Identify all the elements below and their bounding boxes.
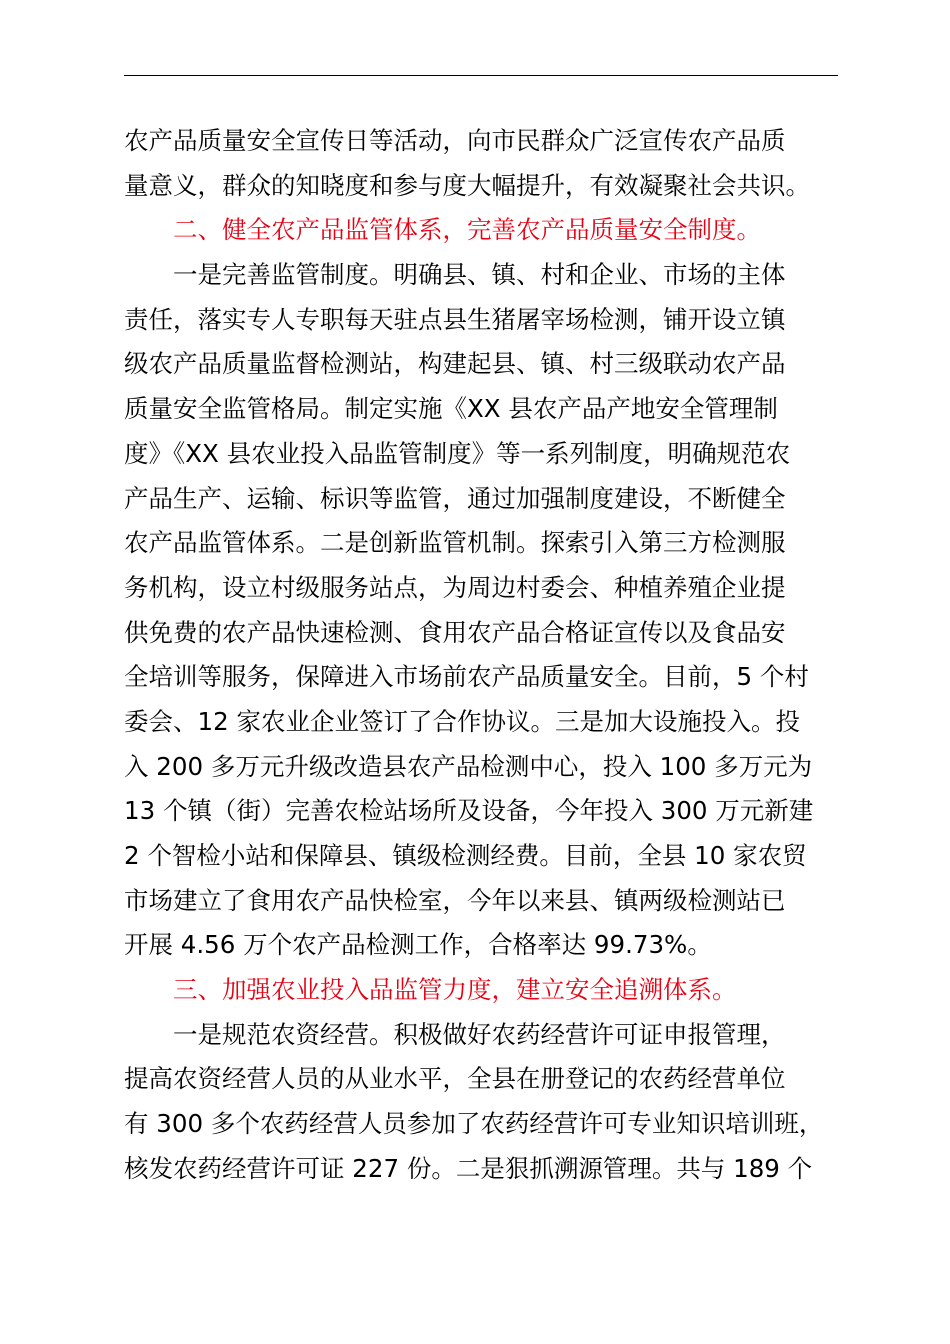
- text-line: 级农产品质量监督检测站，构建起县、镇、村三级联动农产品: [124, 349, 786, 379]
- text-line: 有 300 多个农药经营人员参加了农药经营许可专业知识培训班，: [124, 1109, 824, 1139]
- text-line: 核发农药经营许可证 227 份。二是狠抓溯源管理。共与 189 个: [124, 1153, 813, 1183]
- text-line: 责任，落实专人专职每天驻点县生猪屠宰场检测，铺开设立镇: [124, 304, 786, 334]
- text-line: 务机构，设立村级服务站点，为周边村委会、种植养殖企业提: [124, 572, 786, 602]
- text-line: 量意义，群众的知晓度和参与度大幅提升，有效凝聚社会共识。: [124, 170, 810, 200]
- text-line: 市场建立了食用农产品快检室，今年以来县、镇两级检测站已: [124, 885, 786, 915]
- text-line: 一是规范农资经营。积极做好农药经营许可证申报管理，: [173, 1019, 786, 1049]
- text-line: 供免费的农产品快速检测、食用农产品合格证宣传以及食品安: [124, 617, 786, 647]
- text-line: 农产品监管体系。二是创新监管机制。探索引入第三方检测服: [124, 528, 786, 558]
- text-line: 全培训等服务，保障进入市场前农产品质量安全。目前，5 个村: [124, 662, 809, 692]
- text-line: 委会、12 家农业企业签订了合作协议。三是加大设施投入。投: [124, 706, 800, 736]
- text-line: 2 个智检小站和保障县、镇级检测经费。目前，全县 10 家农贸: [124, 841, 807, 870]
- text-line: 提高农资经营人员的从业水平，全县在册登记的农药经营单位: [124, 1064, 786, 1094]
- document-body: [124, 119, 838, 1192]
- text-line: 13 个镇（街）完善农检站场所及设备，今年投入 300 万元新建: [124, 796, 814, 826]
- text-line: 农产品质量安全宣传日等活动，向市民群众广泛宣传农产品质: [124, 126, 786, 155]
- text-line: 产品生产、运输、标识等监管，通过加强制度建设，不断健全: [124, 483, 786, 513]
- section-heading-2: 二、健全农产品监管体系，完善农产品质量安全制度。: [173, 215, 761, 245]
- text-line: 入 200 多万元升级改造县农产品检测中心，投入 100 多万元为: [124, 751, 813, 781]
- section-heading-3: 三、加强农业投入品监管力度，建立安全追溯体系。: [173, 975, 737, 1005]
- header-rule: [124, 75, 838, 76]
- text-line: 度》《XX 县农业投入品监管制度》等一系列制度，明确规范农: [124, 438, 791, 468]
- text-line: 开展 4.56 万个农产品检测工作，合格率达 99.73%。: [124, 930, 712, 960]
- text-line: 一是完善监管制度。明确县、镇、村和企业、市场的主体: [173, 260, 786, 290]
- text-line: 质量安全监管格局。制定实施《XX 县农产品产地安全管理制: [124, 394, 778, 424]
